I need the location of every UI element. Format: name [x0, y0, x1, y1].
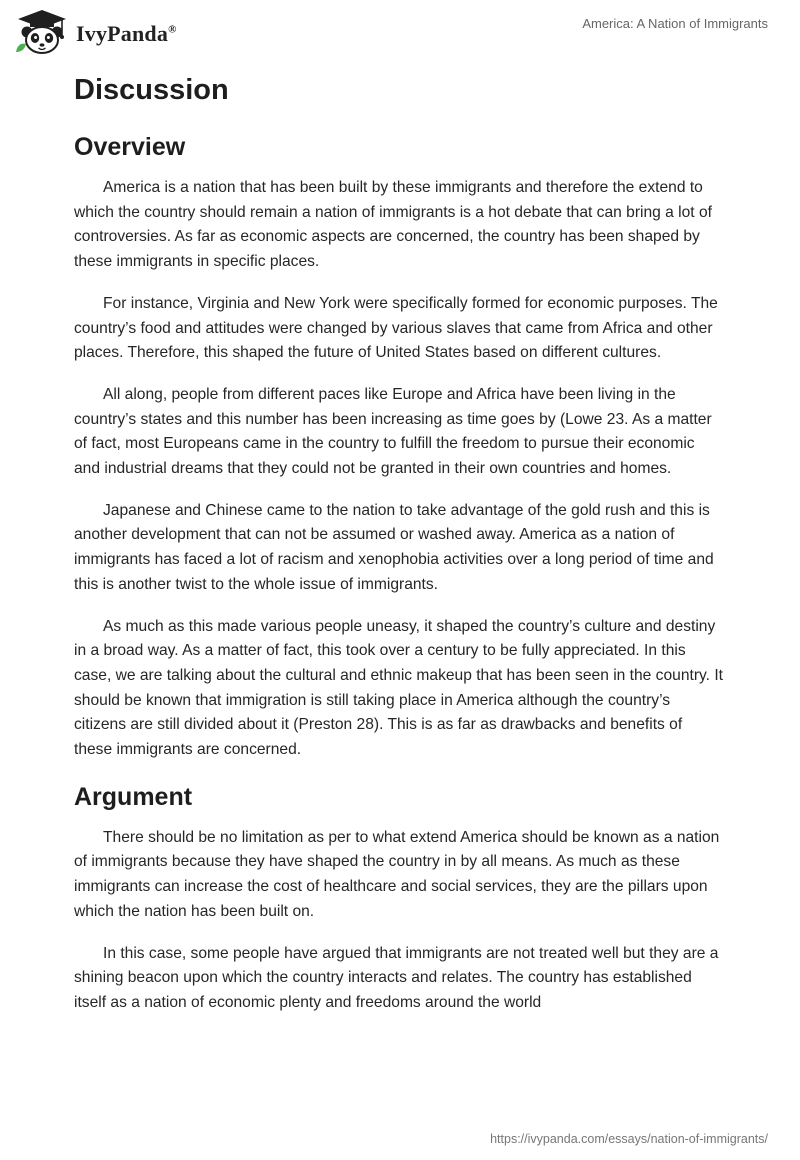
paragraph: All along, people from different paces like Europe and Africa have been living in the country’s states and this number has been increasing as time goes by (Lowe 23. As a matter of fact, most Europeans came in the country to fulfill the freedom to pursue their economic and industrial dreams that they could not be granted in their own countries and homes. [74, 385, 712, 478]
page-header [0, 0, 800, 64]
paragraph: America is a nation that has been built by these immigrants and therefore the extend to which the country should remain a nation of immigrants is a hot debate that can bring a lot of controversies. As far as economic aspects are concerned, the country has been shaped by these immigrants in specific places. [74, 179, 712, 271]
panda-graduate-icon [14, 8, 70, 56]
paragraph: There should be no limitation as per to what extend America should be known as a nation of immigrants because they have shaped the country in by all means. As much as these immigrants can increase the cost of healthcare and social services, they are the pillars upon which the nation has been built on. [74, 828, 720, 920]
page-title: Discussion [74, 74, 229, 106]
brand-name: IvyPanda® [76, 21, 177, 46]
section-heading-argument: Argument [74, 782, 193, 811]
document-title: America: A Nation of Immigrants [582, 16, 768, 31]
section-heading-overview: Overview [74, 133, 186, 161]
paragraph: Japanese and Chinese came to the nation to take advantage of the gold rush and this is another development that can not be assumed or washed away. America as a nation of immigrants has faced a lot of racism and xenophobia activities over a long period of time and this is another twist to the whole issue of immigrants. [74, 501, 714, 593]
ivypanda-logo[interactable] [14, 8, 177, 56]
paragraph: In this case, some people have argued that immigrants are not treated well but they are a shining beacon upon which the country interacts and relates. The country has established itself as a nation of economic plenty and freedoms around the world [74, 944, 719, 1011]
paragraph: As much as this made various people uneasy, it shaped the country’s culture and destiny in a broad way. As a matter of fact, this took over a century to be fully appreciated. In this case, we are talking about the cultural and ethnic makeup that has been seen in the country. It should be known that immigration is still taking place in America although the country’s citizens are still divided about it (Preston 28). This is as far as drawbacks and benefits of these immigrants are concerned. [74, 617, 723, 759]
essay-content [74, 70, 724, 1033]
paragraph: For instance, Virginia and New York were specifically formed for economic purposes. The country’s food and attitudes were changed by various slaves that came from Africa and other places. Therefore, this shaped the future of United States based on different cultures. [74, 294, 718, 362]
source-url[interactable]: https://ivypanda.com/essays/nation-of-immigrants/ [490, 1132, 768, 1146]
